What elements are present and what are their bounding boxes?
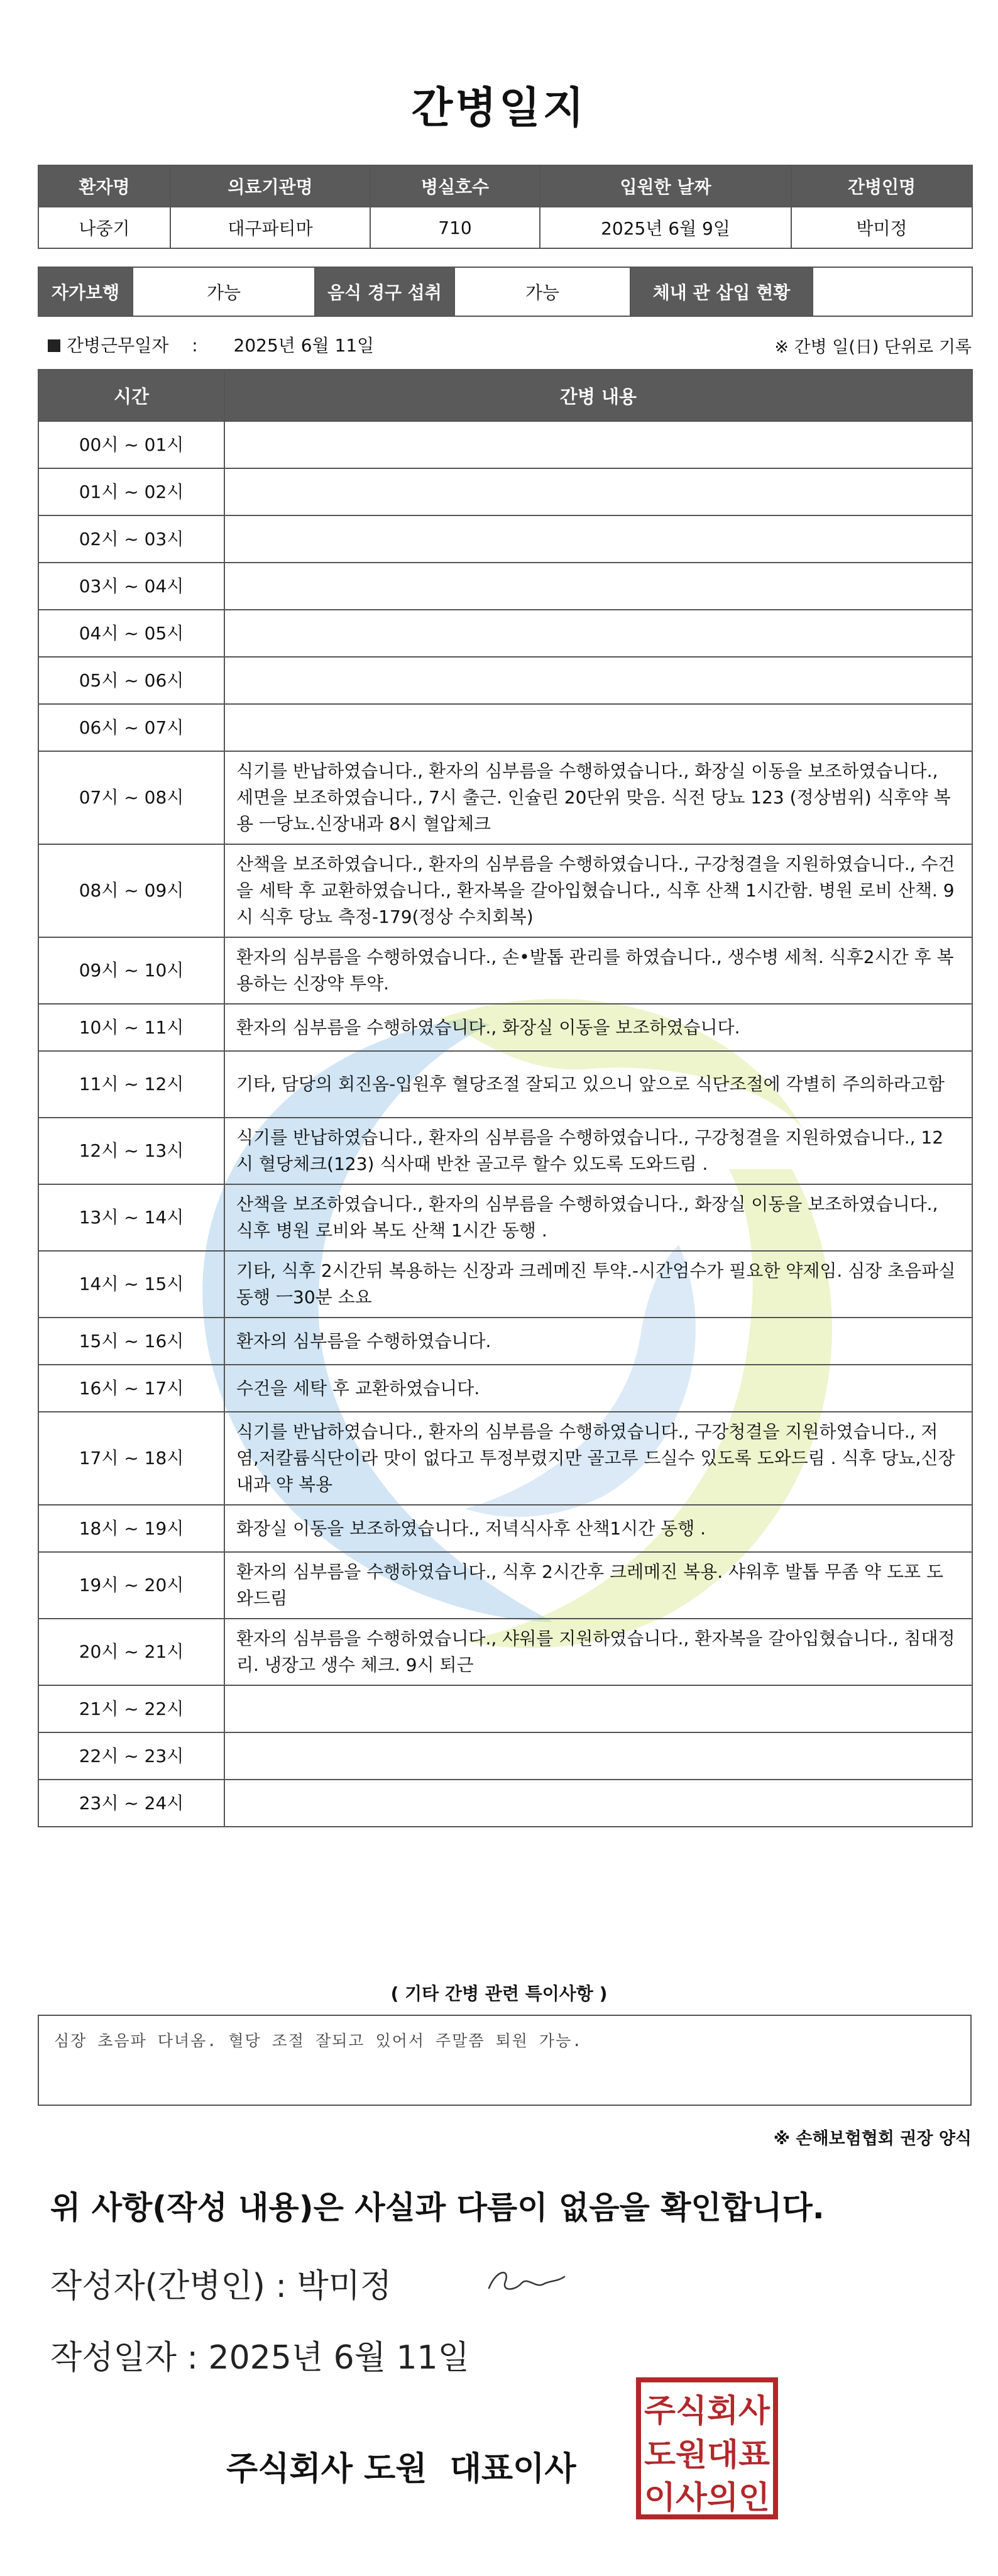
walk-value: 가능 — [133, 267, 315, 316]
admission-date-value: 2025년 6월 9일 — [540, 207, 791, 248]
care-log-row — [38, 421, 972, 468]
log-content-cell: 환자의 심부름을 수행하였습니다., 샤워를 지원하였습니다., 환자복을 갈아입혔습니다., 침대정리. 냉장고 생수 체크. 9시 퇴근 — [224, 1619, 972, 1685]
work-date — [48, 332, 374, 357]
log-content-cell: 환자의 심부름을 수행하였습니다., 화장실 이동을 보조하였습니다. — [224, 1004, 972, 1051]
work-date-value: 2025년 6월 11일 — [233, 335, 375, 356]
written-date-line — [50, 2331, 469, 2378]
label-walk: 자가보행 — [38, 267, 133, 316]
log-time-cell: 10시 ~ 11시 — [38, 1004, 224, 1051]
log-content-cell — [224, 657, 972, 704]
log-time-cell: 13시 ~ 14시 — [38, 1184, 224, 1251]
care-log-row — [38, 704, 972, 751]
care-log-row — [38, 751, 972, 844]
care-log-row — [38, 563, 972, 610]
patient-info-value-row — [38, 207, 972, 248]
care-log-row — [38, 1412, 972, 1505]
log-content-cell: 식기를 반납하였습니다., 환자의 심부름을 수행하였습니다., 구강청결을 지원하였습니다., 저염,저칼륨식단이라 맛이 없다고 투정부렸지만 골고루 드실수 있도록 도와드림 . 식후 당뇨,신장내과 약 복용 — [224, 1412, 972, 1505]
log-time-cell: 09시 ~ 10시 — [38, 937, 224, 1004]
written-date-value: 2025년 6월 11일 — [208, 2339, 469, 2377]
log-time-cell: 19시 ~ 20시 — [38, 1552, 224, 1619]
care-log-row — [38, 1184, 972, 1251]
care-log-table — [38, 369, 973, 1827]
association-note: ※ 손해보험협회 권장 양식 — [773, 2129, 972, 2149]
seal-text-line: 도원대표 — [644, 2436, 770, 2473]
log-content-cell: 기타, 담당의 회진옴-입원후 혈당조절 잘되고 있으니 앞으로 식단조절에 각별히 주의하라고함 — [224, 1051, 972, 1118]
label-patient-name: 환자명 — [38, 165, 170, 207]
log-content-cell: 환자의 심부름을 수행하였습니다., 손•발톱 관리를 하였습니다., 생수병 세척. 식후2시간 후 복용하는 신장약 투약. — [224, 937, 972, 1004]
care-log-row — [38, 1004, 972, 1051]
log-time-cell: 15시 ~ 16시 — [38, 1318, 224, 1365]
written-date-label: 작성일자 : — [50, 2339, 198, 2377]
writer-label: 작성자(간병인) : — [50, 2267, 287, 2305]
page-title: 간병일지 — [411, 84, 587, 133]
confirmation-statement: 위 사항(작성 내용)은 사실과 다름이 없음을 확인합니다. — [50, 2189, 825, 2226]
work-date-separator: : — [192, 335, 198, 356]
header-content: 간병 내용 — [224, 370, 972, 421]
care-log-row — [38, 1505, 972, 1552]
log-content-cell — [224, 515, 972, 563]
log-time-cell: 16시 ~ 17시 — [38, 1365, 224, 1412]
care-log-row — [38, 1118, 972, 1184]
log-time-cell: 00시 ~ 01시 — [38, 421, 224, 468]
care-log-header-row — [38, 370, 972, 421]
seal-text-line: 주식회사 — [644, 2392, 770, 2429]
log-time-cell: 01시 ~ 02시 — [38, 468, 224, 515]
log-content-cell: 식기를 반납하였습니다., 환자의 심부름을 수행하였습니다., 화장실 이동을 보조하였습니다., 세면을 보조하였습니다., 7시 출근. 인슐린 20단위 맞음. 식전 당뇨 123 (정상범위) 식후약 복용 ㅡ당뇨.신장내과 8시 혈압체크 — [224, 751, 972, 844]
log-time-cell: 08시 ~ 09시 — [38, 844, 224, 937]
log-time-cell: 07시 ~ 08시 — [38, 751, 224, 844]
log-content-cell: 환자의 심부름을 수행하였습니다. — [224, 1318, 972, 1365]
care-log-row — [38, 1619, 972, 1685]
care-log-row — [38, 657, 972, 704]
log-time-cell: 21시 ~ 22시 — [38, 1685, 224, 1732]
log-time-cell: 02시 ~ 03시 — [38, 515, 224, 563]
care-log-row — [38, 1552, 972, 1619]
square-bullet-icon — [48, 339, 60, 352]
label-admission-date: 입원한 날짜 — [540, 165, 791, 207]
care-log-row — [38, 1051, 972, 1118]
log-time-cell: 11시 ~ 12시 — [38, 1051, 224, 1118]
care-log-row — [38, 1732, 972, 1780]
log-time-cell: 12시 ~ 13시 — [38, 1118, 224, 1184]
care-log-row — [38, 1365, 972, 1412]
log-content-cell — [224, 1732, 972, 1780]
label-room: 병실호수 — [370, 165, 540, 207]
log-time-cell: 05시 ~ 06시 — [38, 657, 224, 704]
log-content-cell — [224, 421, 972, 468]
care-log-row — [38, 1780, 972, 1827]
remarks-box: 심장 초음파 다녀옴. 혈당 조절 잘되고 있어서 주말쯤 퇴원 가능. — [38, 2015, 972, 2106]
log-time-cell: 20시 ~ 21시 — [38, 1619, 224, 1685]
header-time: 시간 — [38, 370, 224, 421]
writer-line — [50, 2259, 392, 2306]
label-tube: 체내 관 삽입 현황 — [630, 267, 813, 316]
hospital-value: 대구파티마 — [170, 207, 370, 248]
seal-text-line: 이사의인 — [644, 2479, 770, 2516]
log-content-cell — [224, 563, 972, 610]
care-log-row — [38, 610, 972, 657]
care-log-row — [38, 937, 972, 1004]
patient-info-header-row — [38, 165, 972, 207]
tube-value — [813, 267, 972, 316]
log-content-cell — [224, 1685, 972, 1732]
log-content-cell — [224, 610, 972, 657]
log-content-cell: 산책을 보조하였습니다., 환자의 심부름을 수행하였습니다., 구강청결을 지원하였습니다., 수건을 세탁 후 교환하였습니다., 환자복을 갈아입혔습니다., 식후 산책 1시간함. 병원 로비 산책. 9시 식후 당뇨 측정-179(정상 수치회복) — [224, 844, 972, 937]
remarks-title: ( 기타 간병 관련 특이사항 ) — [390, 1983, 608, 2004]
patient-info-table — [38, 165, 973, 249]
care-log-row — [38, 515, 972, 563]
log-time-cell: 23시 ~ 24시 — [38, 1780, 224, 1827]
log-content-cell — [224, 468, 972, 515]
log-content-cell — [224, 1780, 972, 1827]
status-table — [38, 267, 973, 317]
log-time-cell: 04시 ~ 05시 — [38, 610, 224, 657]
log-time-cell: 22시 ~ 23시 — [38, 1732, 224, 1780]
label-hospital: 의료기관명 — [170, 165, 370, 207]
log-time-cell: 03시 ~ 04시 — [38, 563, 224, 610]
care-log-row — [38, 1251, 972, 1318]
oral-intake-value: 가능 — [454, 267, 630, 316]
care-log-row — [38, 844, 972, 937]
room-value: 710 — [370, 207, 540, 248]
company-signatory: 주식회사 도원 대표이사 — [226, 2450, 576, 2488]
writer-name: 박미정 — [297, 2267, 392, 2305]
log-content-cell: 수건을 세탁 후 교환하였습니다. — [224, 1365, 972, 1412]
log-time-cell: 06시 ~ 07시 — [38, 704, 224, 751]
log-time-cell: 14시 ~ 15시 — [38, 1251, 224, 1318]
status-row — [38, 267, 972, 316]
care-log-row — [38, 1318, 972, 1365]
unit-note: ※ 간병 일(日) 단위로 기록 — [774, 338, 972, 357]
log-content-cell: 산책을 보조하였습니다., 환자의 심부름을 수행하였습니다., 화장실 이동을 보조하였습니다., 식후 병원 로비와 복도 산책 1시간 동행 . — [224, 1184, 972, 1251]
care-log-row — [38, 468, 972, 515]
caregiver-value: 박미정 — [791, 207, 972, 248]
work-date-label: 간병근무일자 — [67, 335, 169, 356]
log-content-cell: 식기를 반납하였습니다., 환자의 심부름을 수행하였습니다., 구강청결을 지원하였습니다., 12시 혈당체크(123) 식사때 반찬 골고루 할수 있도록 도와드림 . — [224, 1118, 972, 1184]
label-caregiver: 간병인명 — [791, 165, 972, 207]
label-oral-intake: 음식 경구 섭취 — [315, 267, 454, 316]
company-seal — [635, 2376, 779, 2521]
log-content-cell: 기타, 식후 2시간뒤 복용하는 신장과 크레메진 투약.-시간엄수가 필요한 약제임. 심장 초음파실 동행 ㅡ30분 소요 — [224, 1251, 972, 1318]
log-content-cell — [224, 704, 972, 751]
log-time-cell: 17시 ~ 18시 — [38, 1412, 224, 1505]
patient-name-value: 나중기 — [38, 207, 170, 248]
care-log-row — [38, 1685, 972, 1732]
log-time-cell: 18시 ~ 19시 — [38, 1505, 224, 1552]
signature — [478, 2263, 572, 2301]
log-content-cell: 화장실 이동을 보조하였습니다., 저녁식사후 산책1시간 동행 . — [224, 1505, 972, 1552]
log-content-cell: 환자의 심부름을 수행하였습니다., 식후 2시간후 크레메진 복용. 샤워후 발톱 무좀 약 도포 도와드림 — [224, 1552, 972, 1619]
